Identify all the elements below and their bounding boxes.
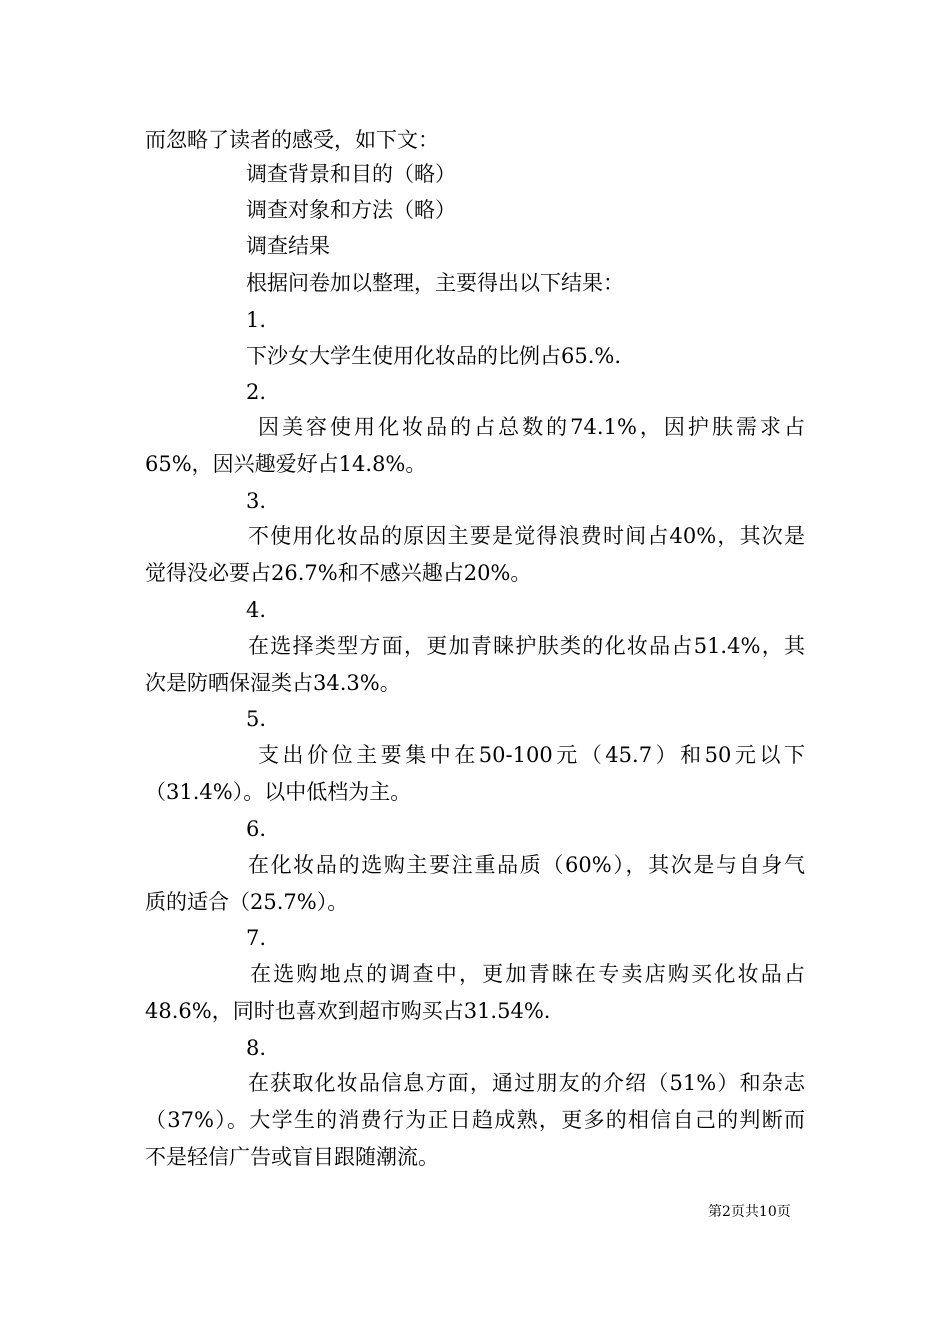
text-line: 在选择类型方面，更加青睐护肤类的化妆品占51.4%，其	[248, 634, 805, 658]
list-number: 7.	[246, 926, 267, 950]
text-line: 65%，因兴趣爱好占14.8%。	[145, 452, 427, 476]
list-number: 1.	[246, 308, 267, 332]
list-number: 2.	[246, 380, 267, 404]
text-line: 而忽略了读者的感受，如下文：	[145, 128, 439, 152]
list-number: 8.	[246, 1036, 267, 1060]
list-number: 4.	[246, 598, 267, 622]
text-line: 在获取化妆品信息方面，通过朋友的介绍（51%）和杂志	[248, 1071, 805, 1095]
text-line: 48.6%，同时也喜欢到超市购买占31.54%.	[145, 999, 551, 1023]
text-line: 不是轻信广告或盲目跟随潮流。	[145, 1145, 439, 1169]
text-line: 因美容使用化妆品的占总数的74.1%，因护肤需求占	[258, 415, 805, 439]
text-line: 在选购地点的调查中，更加青睐在专卖店购买化妆品占	[250, 962, 805, 986]
text-line: 在化妆品的选购主要注重品质（60%），其次是与自身气	[248, 853, 805, 877]
text-line: 不使用化妆品的原因主要是觉得浪费时间占40%，其次是	[248, 524, 805, 548]
text-line: 支出价位主要集中在50-100元（45.7）和50元以下	[258, 743, 805, 767]
list-number: 6.	[246, 817, 267, 841]
page-number-footer: 第2页共10页	[708, 1204, 791, 1220]
text-line: 根据问卷加以整理，主要得出以下结果：	[246, 271, 624, 295]
text-line: 觉得没必要占26.7%和不感兴趣占20%。	[145, 561, 532, 585]
text-line: （37%）。大学生的消费行为正日趋成熟，更多的相信自己的判断而	[145, 1108, 805, 1132]
section-heading: 调查背景和目的（略）	[246, 162, 456, 186]
section-heading: 调查结果	[246, 234, 330, 258]
list-number: 5.	[246, 707, 267, 731]
list-number: 3.	[246, 489, 267, 513]
text-line: 下沙女大学生使用化妆品的比例占65.%.	[246, 344, 622, 368]
section-heading: 调查对象和方法（略）	[246, 198, 456, 222]
text-line: 质的适合（25.7%）。	[145, 890, 349, 914]
text-line: （31.4%）。以中低档为主。	[145, 780, 412, 804]
text-line: 次是防晒保湿类占34.3%。	[145, 671, 401, 695]
